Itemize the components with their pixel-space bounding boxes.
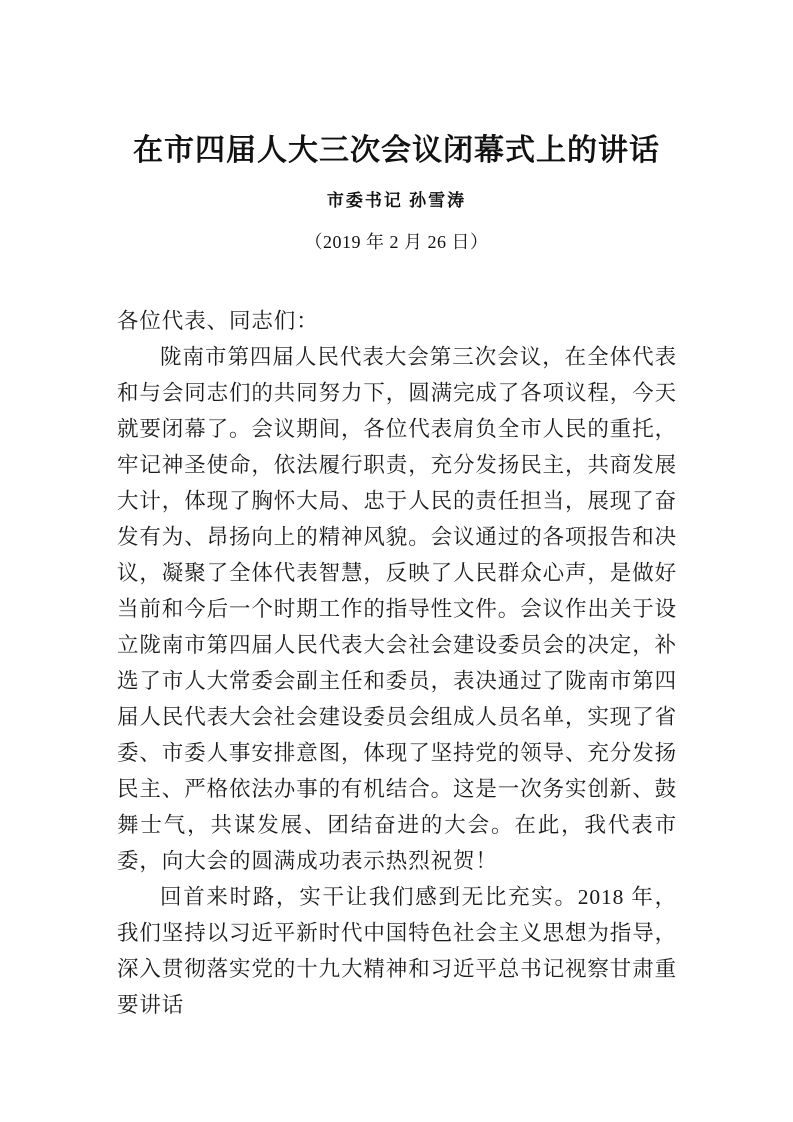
paragraph-salutation: 各位代表、同志们： [117,309,319,333]
document-body [117,303,677,1023]
paragraph-opening-remarks: 陇南市第四届人民代表大会第三次会议，在全体代表和与会同志们的共同努力下，圆满完成了各项议程，今天就要闭幕了。会议期间，各位代表肩负全市人民的重托，牢记神圣使命，依法履行职责，充分发扬民主，共商发展大计，体现了胸怀大局、忠于人民的责任担当，展现了奋发有为、昂扬向上的精神风貌。会议通过的各项报告和决议，凝聚了全体代表智慧，反映了人民群众心声，是做好当前和今后一个时期工作的指导性文件。会议作出关于设立陇南市第四届人民代表大会社会建设委员会的决定，补选了市人大常委会副主任和委员，表决通过了陇南市第四届人民代表大会社会建设委员会组成人员名单，实现了省委、市委人事安排意图，体现了坚持党的领导、充分发扬民主、严格依法办事的有机结合。这是一次务实创新、鼓舞士气，共谋发展、团结奋进的大会。在此，我代表市委，向大会的圆满成功表示热烈祝贺！ [117,345,678,873]
document-date: （2019 年 2 月 26 日） [304,231,489,252]
document-header [0,132,793,254]
page-title: 在市四届人大三次会议闭幕式上的讲话 [133,134,660,167]
paragraph-review: 回首来时路，实干让我们感到无比充实。2018 年，我们坚持以习近平新时代中国特色社会主义思想为指导，深入贯彻落实党的十九大精神和习近平总书记视察甘肃重要讲话 [117,885,678,1017]
document-byline: 市委书记 孙雪涛 [326,190,467,210]
